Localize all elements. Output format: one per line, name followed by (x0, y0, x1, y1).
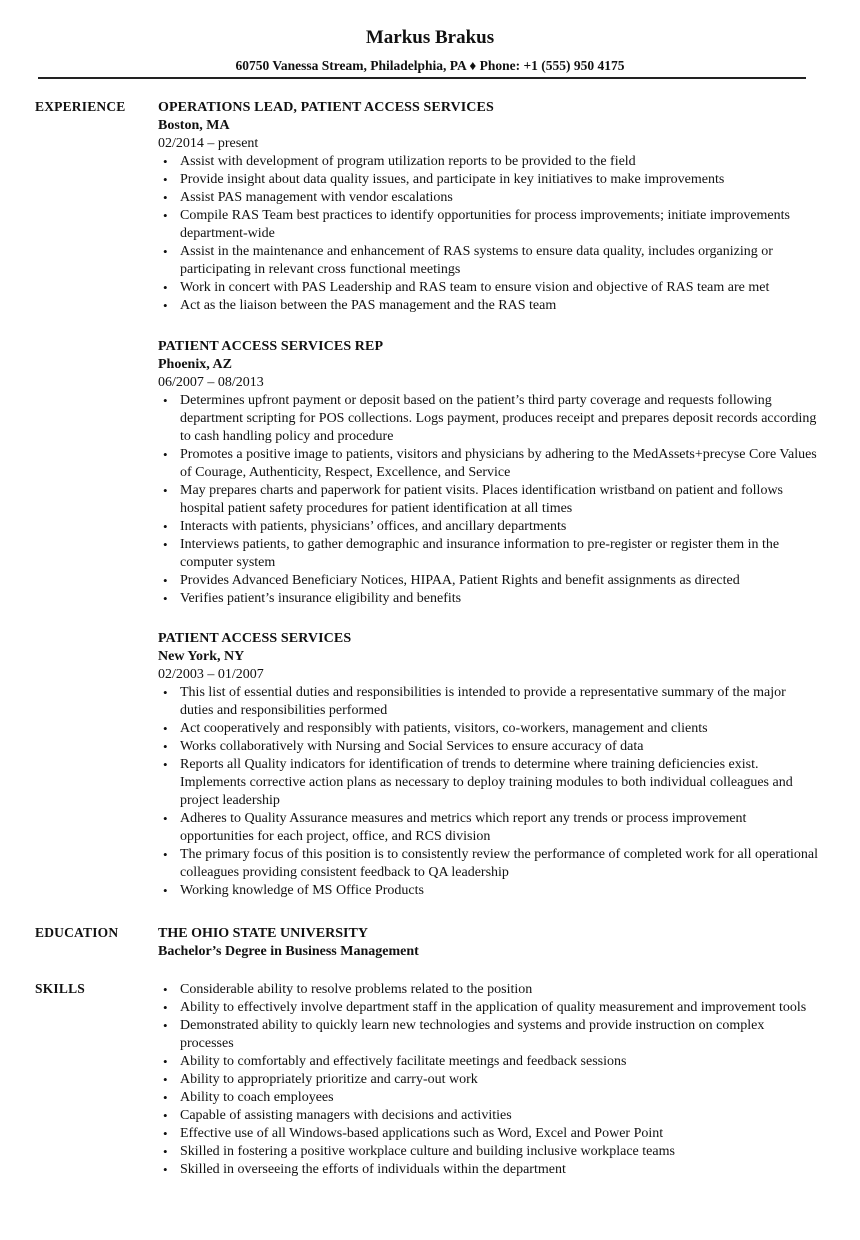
list-item: • Act as the liaison between the PAS management and the RAS team (158, 297, 818, 315)
list-item: • Reports all Quality indicators for identification of trends to determine where training deficiencies exist. Implements corrective action plans as necessary to deploy training modules to both individual colleagues and project leadership (158, 756, 818, 810)
skills-heading: SKILLS (35, 981, 85, 996)
resume-header (0, 0, 860, 75)
list-item: • This list of essential duties and responsibilities is intended to provide a representative summary of the major duties and responsibilities performed (158, 684, 818, 720)
school-name: THE OHIO STATE UNIVERSITY (158, 926, 368, 941)
job-bullets (158, 392, 818, 608)
list-item: • Ability to appropriately prioritize and carry-out work (158, 1071, 818, 1089)
list-item: • Works collaboratively with Nursing and Social Services to ensure accuracy of data (158, 738, 818, 756)
job-location: Phoenix, AZ (158, 357, 232, 372)
list-item: • Provides Advanced Beneficiary Notices, HIPAA, Patient Rights and benefit assignments as directed (158, 572, 818, 590)
degree-name: Bachelor’s Degree in Business Management (158, 944, 419, 959)
list-item: • Interviews patients, to gather demographic and insurance information to pre-register or register them in the computer system (158, 536, 818, 572)
experience-heading: EXPERIENCE (35, 99, 126, 114)
list-item: • May prepares charts and paperwork for patient visits. Places identification wristband on patient and follows hospital patient safety procedures for patient identification at all times (158, 482, 818, 518)
candidate-name: Markus Brakus (365, 27, 495, 48)
list-item: • Determines upfront payment or deposit based on the patient’s third party coverage and requests following department scripting for POS collections. Logs payment, produces receipt and prepares deposit records according to cash handling policy and procedure (158, 392, 818, 446)
list-item: • The primary focus of this position is to consistently review the performance of completed work for all operational colleagues providing consistent feedback to QA leadership (158, 846, 818, 882)
list-item: • Working knowledge of MS Office Products (158, 882, 818, 900)
list-item: • Assist with development of program utilization reports to be provided to the field (158, 153, 818, 171)
job-dates: 02/2003 – 01/2007 (158, 667, 264, 682)
list-item: • Capable of assisting managers with decisions and activities (158, 1107, 818, 1125)
list-item: • Provide insight about data quality issues, and participate in key initiatives to make improvements (158, 171, 818, 189)
list-item: • Skilled in overseeing the efforts of individuals within the department (158, 1161, 818, 1179)
education-heading: EDUCATION (35, 925, 119, 940)
list-item: • Considerable ability to resolve problems related to the position (158, 981, 818, 999)
skills-section (35, 981, 825, 1211)
job-title: OPERATIONS LEAD, PATIENT ACCESS SERVICES (158, 100, 494, 115)
job-location: Boston, MA (158, 118, 230, 133)
list-item: • Skilled in fostering a positive workplace culture and building inclusive workplace teams (158, 1143, 818, 1161)
list-item: • Adheres to Quality Assurance measures and metrics which report any trends or process improvement opportunities for each project, office, and RCS division (158, 810, 818, 846)
list-item: • Ability to coach employees (158, 1089, 818, 1107)
job-dates: 02/2014 – present (158, 136, 259, 151)
job-location: New York, NY (158, 649, 245, 664)
list-item: • Work in concert with PAS Leadership and RAS team to ensure vision and objective of RAS team are met (158, 279, 818, 297)
header-divider (38, 77, 806, 79)
skills-body (158, 981, 818, 1179)
job-entry-3 (158, 630, 818, 900)
list-item: • Effective use of all Windows-based applications such as Word, Excel and Power Point (158, 1125, 818, 1143)
experience-section (35, 99, 825, 899)
job-bullets (158, 684, 818, 900)
list-item: • Ability to comfortably and effectively facilitate meetings and feedback sessions (158, 1053, 818, 1071)
skills-list (158, 981, 818, 1179)
list-item: • Demonstrated ability to quickly learn new technologies and systems and provide instruction on complex processes (158, 1017, 818, 1053)
list-item: • Act cooperatively and responsibly with patients, visitors, co-workers, management and clients (158, 720, 818, 738)
list-item: • Promotes a positive image to patients, visitors and physicians by adhering to the MedAssets+precyse Core Values of Courage, Authenticity, Respect, Excellence, and Service (158, 446, 818, 482)
education-section (35, 925, 825, 965)
job-title: PATIENT ACCESS SERVICES (158, 631, 352, 646)
list-item: • Verifies patient’s insurance eligibility and benefits (158, 590, 818, 608)
job-entry-2 (158, 338, 818, 608)
job-dates: 06/2007 – 08/2013 (158, 375, 264, 390)
job-title: PATIENT ACCESS SERVICES REP (158, 339, 384, 354)
job-bullets (158, 153, 818, 315)
list-item: • Assist in the maintenance and enhancement of RAS systems to ensure data quality, includes organizing or participating in relevant cross functional meetings (158, 243, 818, 279)
list-item: • Assist PAS management with vendor escalations (158, 189, 818, 207)
job-entry-1 (158, 99, 818, 315)
contact-line: 60750 Vanessa Stream, Philadelphia, PA ♦ Phone: +1 (555) 950 4175 (235, 58, 625, 73)
education-body (158, 925, 818, 961)
list-item: • Interacts with patients, physicians’ offices, and ancillary departments (158, 518, 818, 536)
list-item: • Compile RAS Team best practices to identify opportunities for process improvements; initiate improvements department-wide (158, 207, 818, 243)
list-item: • Ability to effectively involve department staff in the application of quality measurement and improvement tools (158, 999, 818, 1017)
